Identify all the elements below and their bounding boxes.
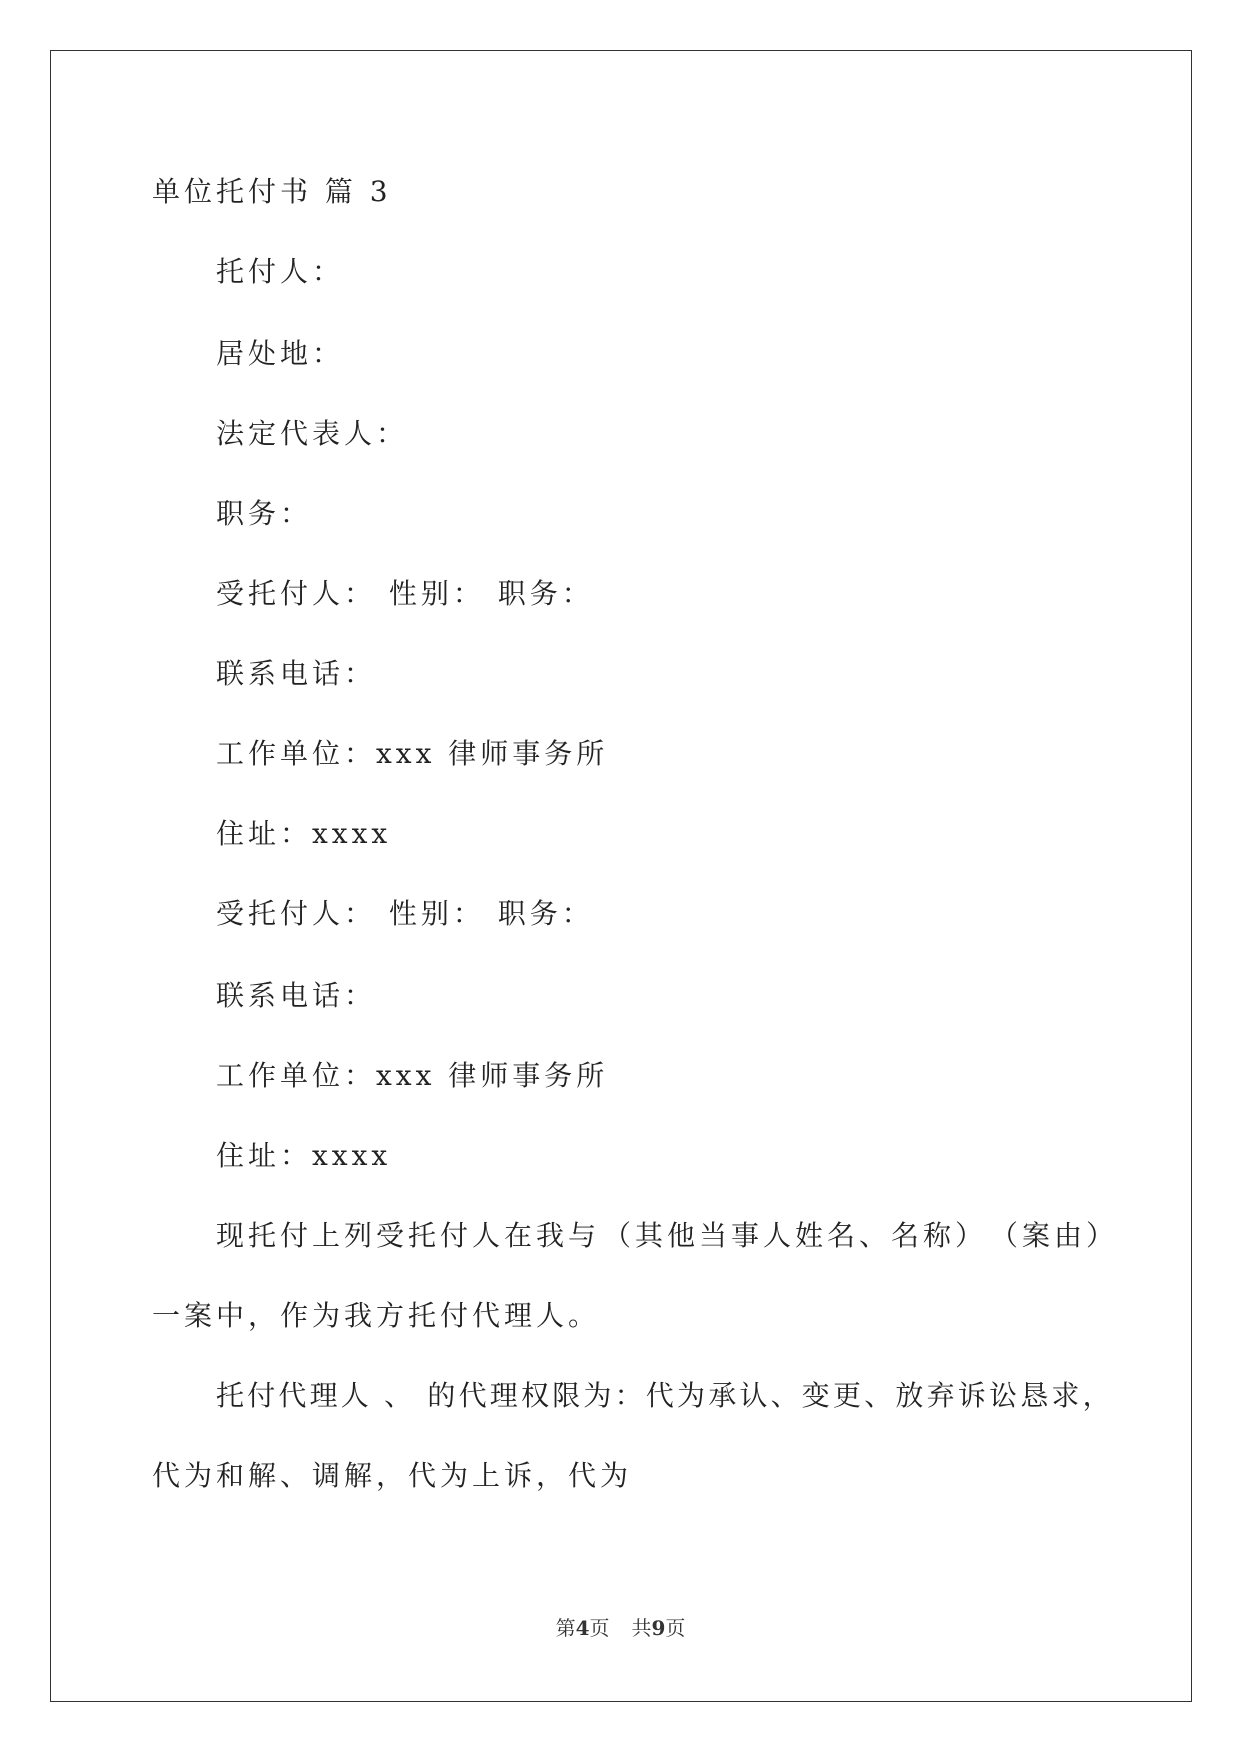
footer-total-prefix: 共 bbox=[631, 1616, 652, 1640]
field-agent-1-workplace: 工作单位：xxx 律师事务所 bbox=[216, 737, 609, 770]
paragraph-1-part-b: （其他当事人姓名、名称） bbox=[602, 1219, 987, 1252]
field-agent-1-phone: 联系电话： bbox=[216, 657, 377, 690]
field-agent-2-address: 住址：xxxx bbox=[216, 1139, 392, 1172]
footer-mid: 页 bbox=[589, 1616, 610, 1640]
field-agent-1-address: 住址：xxxx bbox=[216, 817, 392, 850]
field-agent-2-phone: 联系电话： bbox=[216, 979, 377, 1012]
field-position: 职务： bbox=[216, 497, 313, 530]
paragraph-1-line-2: 一案中，作为我方托付代理人。 bbox=[152, 1299, 601, 1332]
field-residence: 居处地： bbox=[216, 337, 345, 370]
page-number-footer bbox=[0, 1614, 1241, 1642]
footer-total-pages: 9 bbox=[651, 1616, 666, 1640]
paragraph-1-part-c: （案由） bbox=[989, 1219, 1118, 1252]
field-entrustor: 托付人： bbox=[216, 255, 345, 288]
paragraph-2-line-1: 托付代理人 、 的代理权限为：代为承认、变更、放弃诉讼恳求， bbox=[216, 1379, 1114, 1412]
paragraph-1-line-1 bbox=[216, 1216, 1118, 1256]
footer-prefix: 第 bbox=[555, 1616, 576, 1640]
footer-current-page: 4 bbox=[575, 1616, 590, 1640]
field-agent-2-workplace: 工作单位：xxx 律师事务所 bbox=[216, 1059, 609, 1092]
field-legal-representative: 法定代表人： bbox=[216, 417, 409, 450]
document-title: 单位托付书 篇 3 bbox=[152, 175, 392, 208]
paragraph-2-line-2: 代为和解、调解，代为上诉，代为 bbox=[152, 1459, 633, 1492]
field-agent-1: 受托付人： 性别： 职务： bbox=[216, 577, 594, 610]
paragraph-1-part-a: 现托付上列受托付人在我与 bbox=[216, 1219, 601, 1252]
page-border bbox=[50, 50, 1192, 1702]
field-agent-2: 受托付人： 性别： 职务： bbox=[216, 897, 594, 930]
footer-suffix: 页 bbox=[665, 1616, 686, 1640]
